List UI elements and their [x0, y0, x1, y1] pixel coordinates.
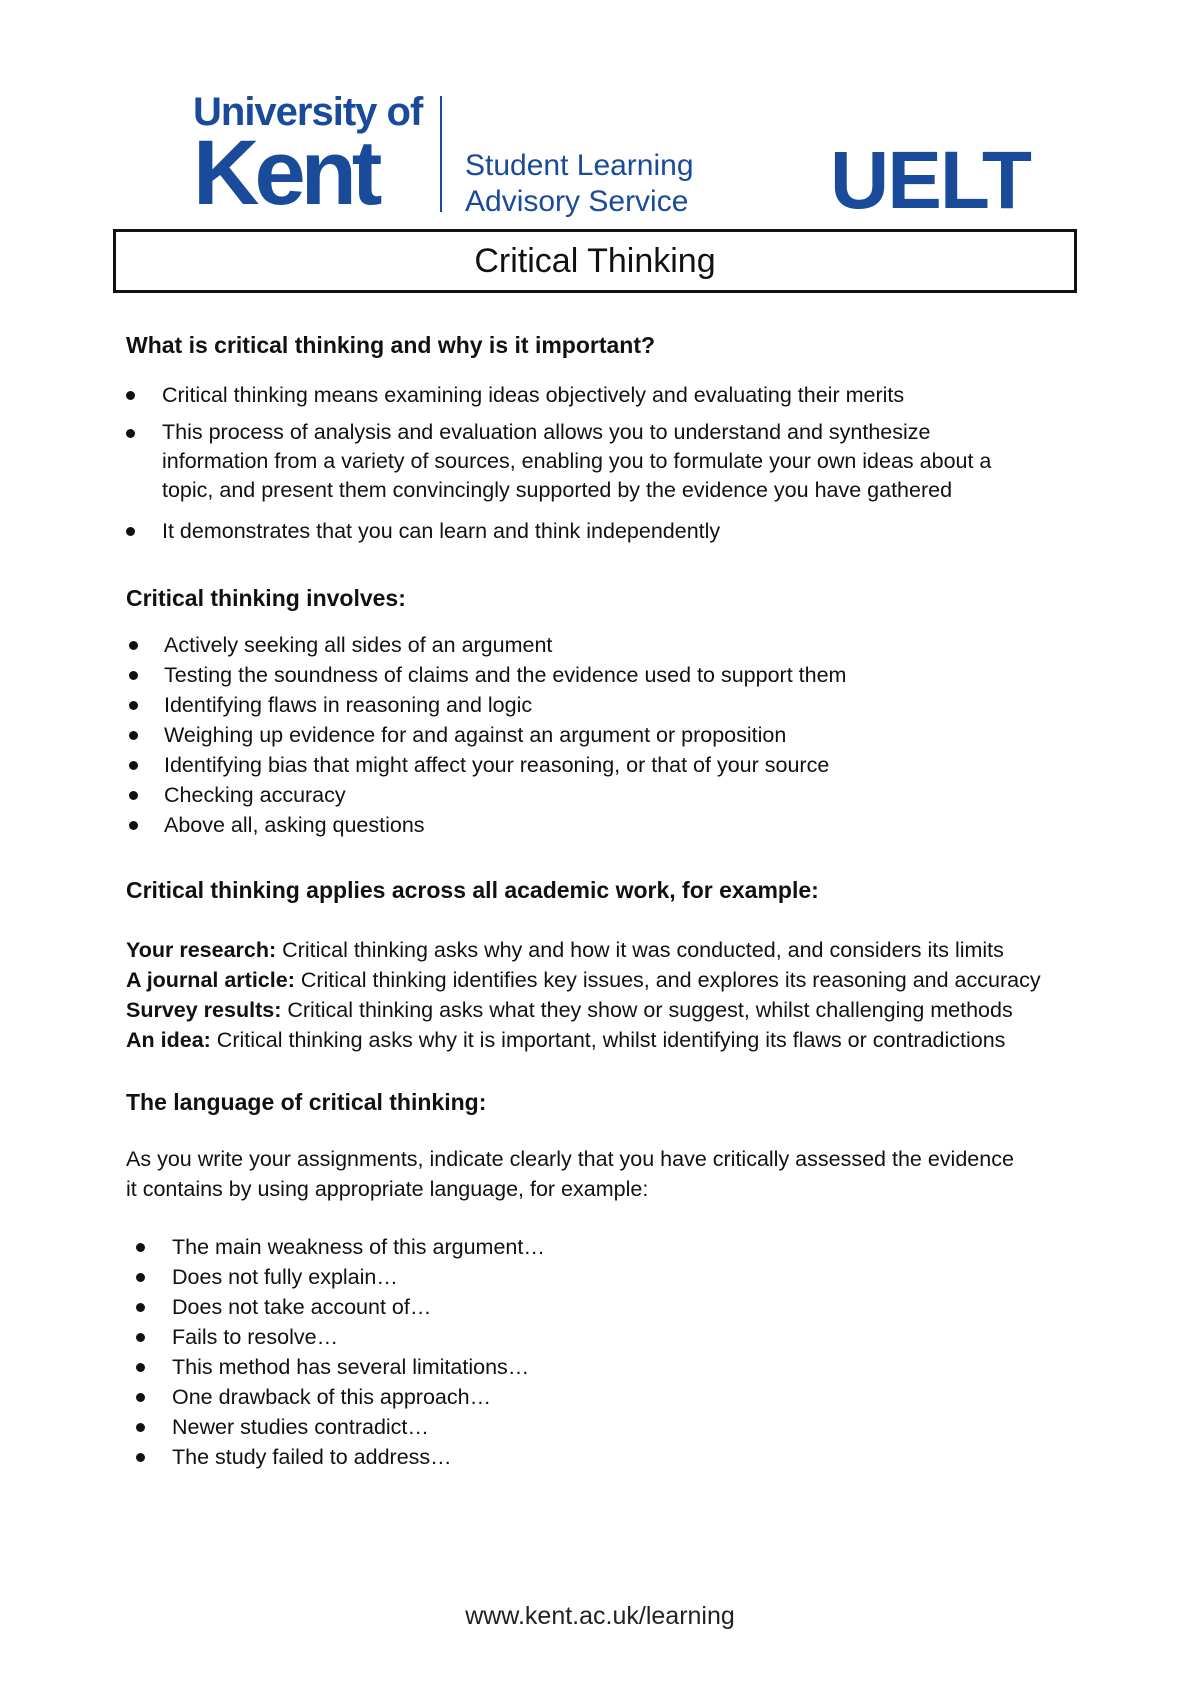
example-line: An idea: Critical thinking asks why it is important, whilst identifying its flaws or contradictions [126, 1028, 1006, 1052]
list-item: Checking accuracy [127, 780, 1086, 810]
example-line: Survey results: Critical thinking asks what they show or suggest, whilst challenging methods [126, 998, 1013, 1022]
section-heading-what-is: What is critical thinking and why is it important? [126, 332, 656, 358]
list-item: One drawback of this approach… [126, 1382, 1086, 1412]
list-item: It demonstrates that you can learn and think independently [126, 516, 1086, 546]
list-item: Testing the soundness of claims and the evidence used to support them [127, 660, 1086, 690]
list-item: Actively seeking all sides of an argument [127, 630, 1086, 660]
list-item: Identifying bias that might affect your reasoning, or that of your source [127, 750, 1086, 780]
service-line-2: Advisory Service [465, 185, 689, 218]
list-item: Does not fully explain… [126, 1262, 1086, 1292]
section-heading-applies: Critical thinking applies across all academic work, for example: [126, 877, 819, 903]
list-item: Does not take account of… [126, 1292, 1086, 1322]
bullet-list-involves [127, 630, 1086, 840]
section-heading-language: The language of critical thinking: [126, 1089, 487, 1115]
university-of-kent-logo [193, 90, 423, 224]
student-learning-advisory-service-logo [465, 148, 694, 220]
list-item: This process of analysis and evaluation allows you to understand and synthesize information from a variety of sources, enabling you to formulate your own ideas about a topic, and present them convincingly supported by the evidence you have gathered [126, 418, 1086, 505]
list-item: The main weakness of this argument… [126, 1232, 1086, 1262]
list-item: Newer studies contradict… [126, 1412, 1086, 1442]
bullet-list-what-is [126, 380, 1086, 546]
list-item: Critical thinking means examining ideas objectively and evaluating their merits [126, 380, 1086, 410]
list-item: Above all, asking questions [127, 810, 1086, 840]
footer-url: www.kent.ac.uk/learning [465, 1602, 735, 1630]
logo-divider [440, 96, 442, 212]
logo-university-of: University of [193, 90, 423, 134]
list-item: Weighing up evidence for and against an argument or proposition [127, 720, 1086, 750]
examples-block [126, 935, 1086, 1055]
document-body [126, 330, 1086, 1472]
example-line: A journal article: Critical thinking identifies key issues, and explores its reasoning and accuracy [126, 968, 1041, 992]
logo-kent: Kent [193, 122, 378, 224]
language-intro: As you write your assignments, indicate clearly that you have critically assessed the evidence it contains by using appropriate language, for example: [126, 1147, 1014, 1201]
list-item: Identifying flaws in reasoning and logic [127, 690, 1086, 720]
bullet-list-language [126, 1232, 1086, 1472]
section-heading-involves: Critical thinking involves: [126, 585, 406, 611]
service-line-1: Student Learning [465, 149, 694, 182]
page-title: Critical Thinking [113, 229, 1077, 293]
uelt-logo: UELT [830, 135, 1031, 226]
list-item: Fails to resolve… [126, 1322, 1086, 1352]
list-item: The study failed to address… [126, 1442, 1086, 1472]
list-item: This method has several limitations… [126, 1352, 1086, 1382]
example-line: Your research: Critical thinking asks why and how it was conducted, and considers its limits [126, 938, 1004, 962]
